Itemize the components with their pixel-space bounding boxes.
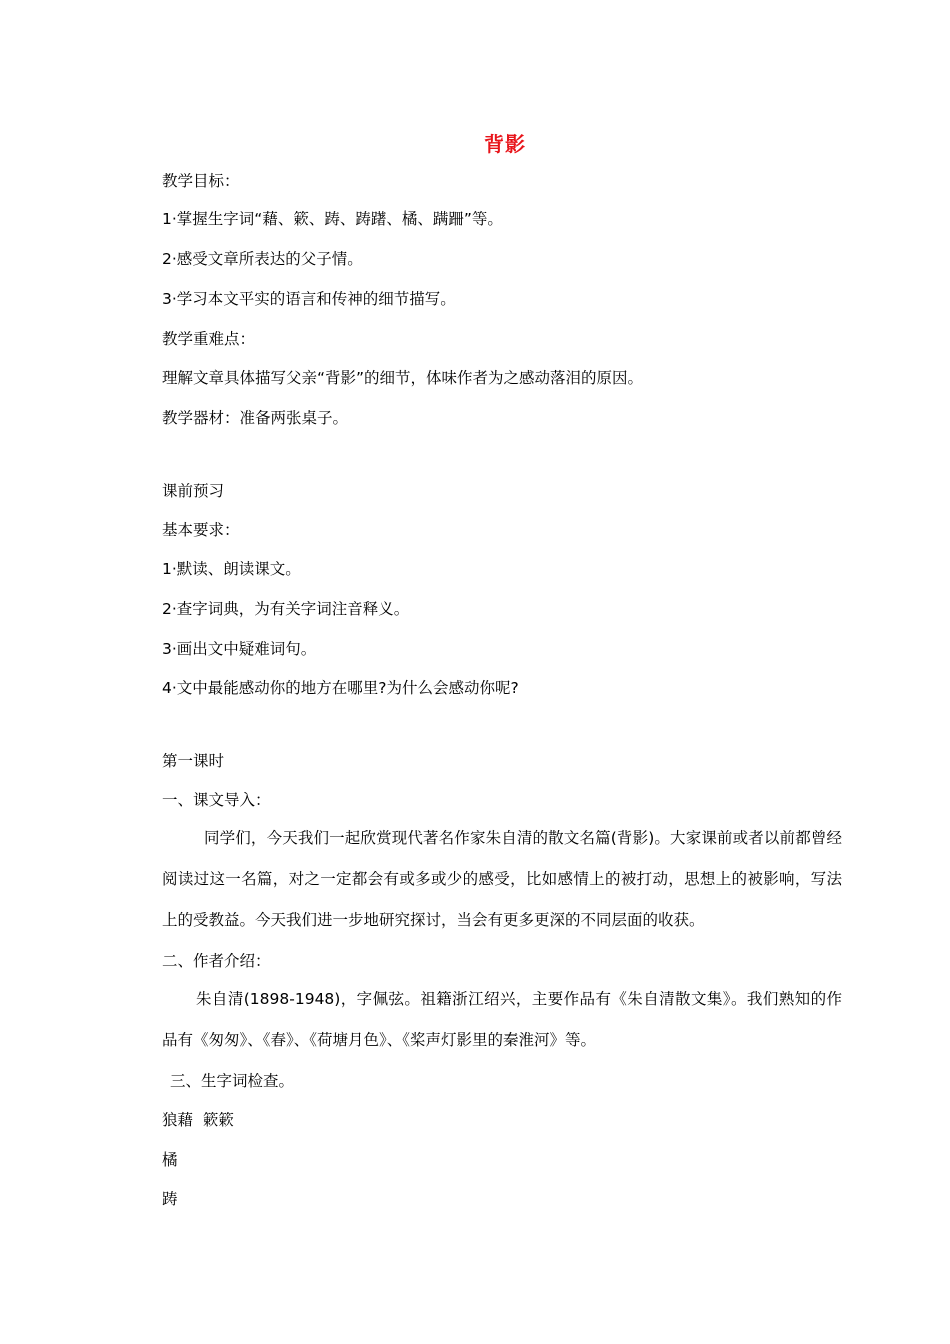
key-points-text: 理解文章具体描写父亲“背影”的细节，体味作者为之感动落泪的原因。: [162, 369, 644, 387]
section-heading: 二、作者介绍：: [162, 952, 271, 970]
equipment-text: 教学器材：准备两张桌子。: [162, 409, 349, 427]
objective-item: 1·掌握生字词“藉、簌、踌、踌躇、橘、蹒跚”等。: [162, 210, 503, 228]
lesson-heading: 第一课时: [162, 752, 225, 770]
vocab-item: 狼藉 簌簌: [162, 1111, 234, 1129]
key-points-heading: 教学重难点：: [162, 330, 256, 348]
section-heading: 三、生字词检查。: [170, 1072, 295, 1090]
requirement-item: 3·画出文中疑难词句。: [162, 640, 317, 658]
section-heading: 一、课文导入：: [162, 791, 271, 809]
requirement-item: 1·默读、朗读课文。: [162, 560, 301, 578]
vocab-item: 踌: [162, 1190, 178, 1208]
objective-item: 3·学习本文平实的语言和传神的细节描写。: [162, 290, 456, 308]
document-title: 背影: [484, 132, 526, 156]
requirement-item: 4·文中最能感动你的地方在哪里?为什么会感动你呢?: [162, 679, 519, 697]
objective-item: 2·感受文章所表达的父子情。: [162, 250, 363, 268]
requirement-item: 2·查字词典，为有关字词注音释义。: [162, 600, 410, 618]
vocab-item: 橘: [162, 1151, 178, 1169]
intro-paragraph: 同学们，今天我们一起欣赏现代著名作家朱自清的散文名篇(背影)。大家课前或者以前都曾经阅读过这一名篇，对之一定都会有或多或少的感受，比如感情上的被打动，思想上的被影响，写法上的受教益。今天我们进一步地研究探讨，当会有更多更深的不同层面的收获。: [162, 829, 842, 929]
author-paragraph: 朱自清(1898-1948)，字佩弦。祖籍浙江绍兴，主要作品有《朱自清散文集》。我们熟知的作品有《匆匆》、《春》、《荷塘月色》、《桨声灯影里的秦淮河》等。: [162, 990, 842, 1049]
preview-heading: 课前预习: [162, 482, 225, 500]
requirements-heading: 基本要求：: [162, 521, 240, 539]
objectives-heading: 教学目标：: [162, 172, 240, 190]
